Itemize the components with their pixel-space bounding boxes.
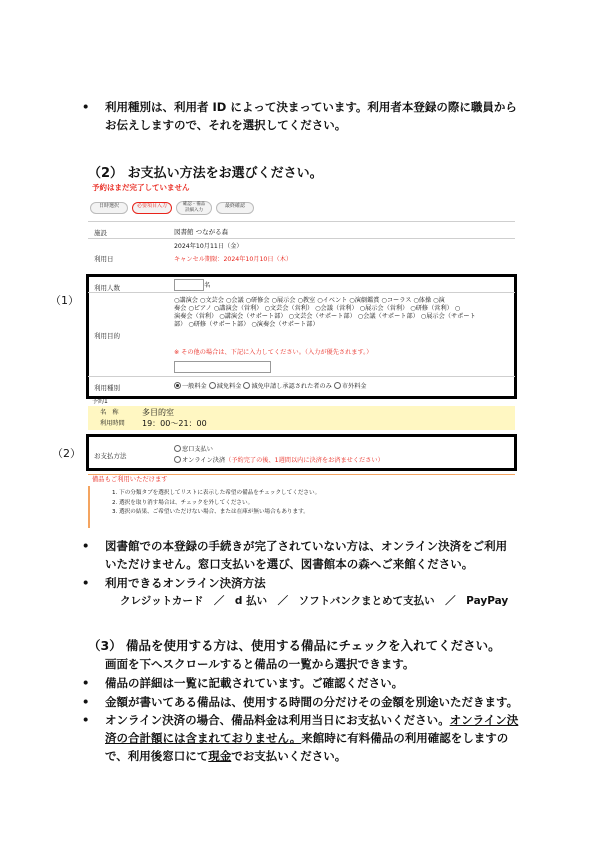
date-row xyxy=(88,238,515,277)
section3-sub: 画面を下へスクロールすると備品の一覧から選択できます。 xyxy=(105,657,415,671)
room-value: 多目的室 xyxy=(142,408,174,417)
bullet-dot: • xyxy=(82,713,90,727)
type-option: 市外料金 xyxy=(341,383,367,390)
bullet-dot: • xyxy=(82,576,90,590)
payment-methods: クレジットカード ／ d 払い ／ ソフトバンクまとめて支払い ／ PayPay xyxy=(120,595,509,607)
date-value: 2024年10月11日（金） xyxy=(174,243,243,250)
time-label: 利用時間 xyxy=(100,420,125,427)
room-label: 名 称 xyxy=(100,409,119,416)
step-date-button[interactable]: 日時選択 xyxy=(90,202,128,214)
type-option: 減免料金 xyxy=(216,383,242,390)
equipment-title: 備品もご利用いただけます xyxy=(92,476,168,483)
online-methods-title: 利用できるオンライン決済方法 xyxy=(105,576,266,590)
radio-icon xyxy=(243,382,250,389)
purpose-line: 部） ○研修（サポート部） ○演奏会（サポート部） xyxy=(174,321,319,328)
type-option: 一般料金 xyxy=(182,383,207,390)
radio-icon xyxy=(209,382,216,389)
radio-icon xyxy=(334,382,341,389)
equipment-divider xyxy=(88,474,515,475)
bullet-text: でお支払いください。 xyxy=(231,749,347,763)
marker-2: （2） xyxy=(52,447,81,460)
online-notice-line-2: いただけません。窓口支払いを選び、図書館本の森へご来館ください。 xyxy=(105,557,474,571)
date-label: 利用日 xyxy=(94,255,114,263)
bullet-dot: • xyxy=(82,695,90,709)
online-notice-bullet xyxy=(82,537,525,573)
intro-bullet xyxy=(82,98,525,134)
online-notice-line-1: 図書館での本登録の手続きが完了されていない方は、オンライン決済をご利用 xyxy=(105,539,508,553)
payment-option-label: 窓口支払い xyxy=(182,446,213,453)
payment-label: お支払方法 xyxy=(94,452,127,460)
bullet-dot: • xyxy=(82,100,90,114)
step-required-button[interactable]: 必要項目入力 xyxy=(132,202,172,214)
people-input[interactable] xyxy=(174,279,204,291)
step-final-button[interactable]: 最終確認 xyxy=(216,202,254,214)
section2-heading: （2） お支払い方法をお選びください。 xyxy=(88,166,323,181)
equipment-note: 1. 下の分類タブを選択してリストに表示した希望の備品をチェックしてください。 xyxy=(112,490,321,496)
section3-heading: （3） 備品を使用する方は、使用する備品にチェックを入れてください。 xyxy=(88,638,501,653)
type-label: 利用種別 xyxy=(94,384,120,392)
equipment-notes xyxy=(112,489,320,518)
payment-option-label: オンライン決済 xyxy=(182,457,226,464)
intro-line-1: 利用種別は、利用者 ID によって決まっています。利用者本登録の際に職員から xyxy=(105,100,517,114)
time-value: 19：00～21：00 xyxy=(142,419,207,428)
online-methods-bullet xyxy=(82,574,525,592)
bullet-text: 来館時に有料備品の利用確認をしますの xyxy=(301,731,509,745)
payment-option-online[interactable] xyxy=(174,456,384,465)
bullet-underlined-text: オンライン決 xyxy=(449,713,519,727)
equipment-note: 2. 選択を取り消す場合は、チェックを外してください。 xyxy=(112,499,254,506)
equipment-side-bar xyxy=(88,486,90,528)
facility-value: 図書館 つながる森 xyxy=(174,228,229,236)
warning-text: 予約はまだ完了していません xyxy=(92,183,190,192)
bullet-underlined-text: 現金 xyxy=(208,749,232,763)
bullet-text: 備品の詳細は一覧に記載されています。ご確認ください。 xyxy=(105,676,404,690)
purpose-label: 利用目的 xyxy=(94,332,120,340)
bullet-dot: • xyxy=(82,539,90,553)
facility-label: 施設 xyxy=(94,229,107,237)
purpose-line: ○講演会 ○文芸会 ○会議 ○研修会 ○展示会 ○教室 ○イベント ○演劇鑑賞 ○コーラス ○体操 ○演 xyxy=(174,297,445,304)
intro-line-2: お伝えしますので、それを選択してください。 xyxy=(105,118,347,132)
bullet-text: オンライン決済の場合、備品料金は利用当日にお支払いください。 xyxy=(105,713,450,727)
purpose-line: 演奏会（営利） ○講演会（サポート部） ○文芸会（サポート部） ○会議（サポート部） ○展示会（サポート xyxy=(174,313,476,320)
bullet-underlined-text: 済の合計額には含まれておりません。 xyxy=(105,731,302,745)
bullet-text: で、利用後窓口にて xyxy=(105,749,209,763)
people-unit: 名 xyxy=(204,282,211,289)
type-option: 減免申請し承認された者のみ xyxy=(251,383,332,390)
step-confirm-button[interactable]: 確認・備品 詳細入力 xyxy=(176,201,212,215)
purpose-other-input[interactable] xyxy=(174,361,271,373)
bullet-dot: • xyxy=(82,676,90,690)
radio-icon xyxy=(174,445,181,452)
payment-option-counter[interactable] xyxy=(174,445,213,454)
purpose-options[interactable] xyxy=(174,297,514,329)
radio-icon xyxy=(174,456,181,463)
section3-bullet-2 xyxy=(82,693,519,711)
radio-icon xyxy=(174,382,181,389)
type-row-line xyxy=(88,376,515,378)
purpose-note: ※ その他の場合は、下記に入力してください。（入力が優先されます。） xyxy=(174,349,373,356)
equipment-note: 3. 選択の結果、ご希望いただけない場合、または在庫が無い場合もあります。 xyxy=(112,509,309,515)
payment-option-note: （予約完了の後、1週間以内に決済をお済ませください） xyxy=(225,457,384,464)
highlight-box-2 xyxy=(86,434,517,471)
cancel-deadline: キャンセル期限：2024年10月10日（木） xyxy=(174,256,293,263)
reservation-title: 予約1 xyxy=(92,398,108,405)
section3-bullet-1 xyxy=(82,674,404,692)
people-label: 利用人数 xyxy=(94,284,120,292)
bullet-text: 金額が書いてある備品は、使用する時間の分だけその金額を別途いただきます。 xyxy=(105,695,519,709)
type-options[interactable] xyxy=(174,382,367,391)
purpose-line: 奏会 ○ピアノ ○講演会（営利） ○文芸会（営利） ○会議（営利） ○展示会（営利） ○研修（営利） ○ xyxy=(174,305,461,312)
marker-1: （1） xyxy=(50,294,79,307)
section3-bullet-3 xyxy=(82,711,525,765)
purpose-row-line xyxy=(88,292,515,294)
